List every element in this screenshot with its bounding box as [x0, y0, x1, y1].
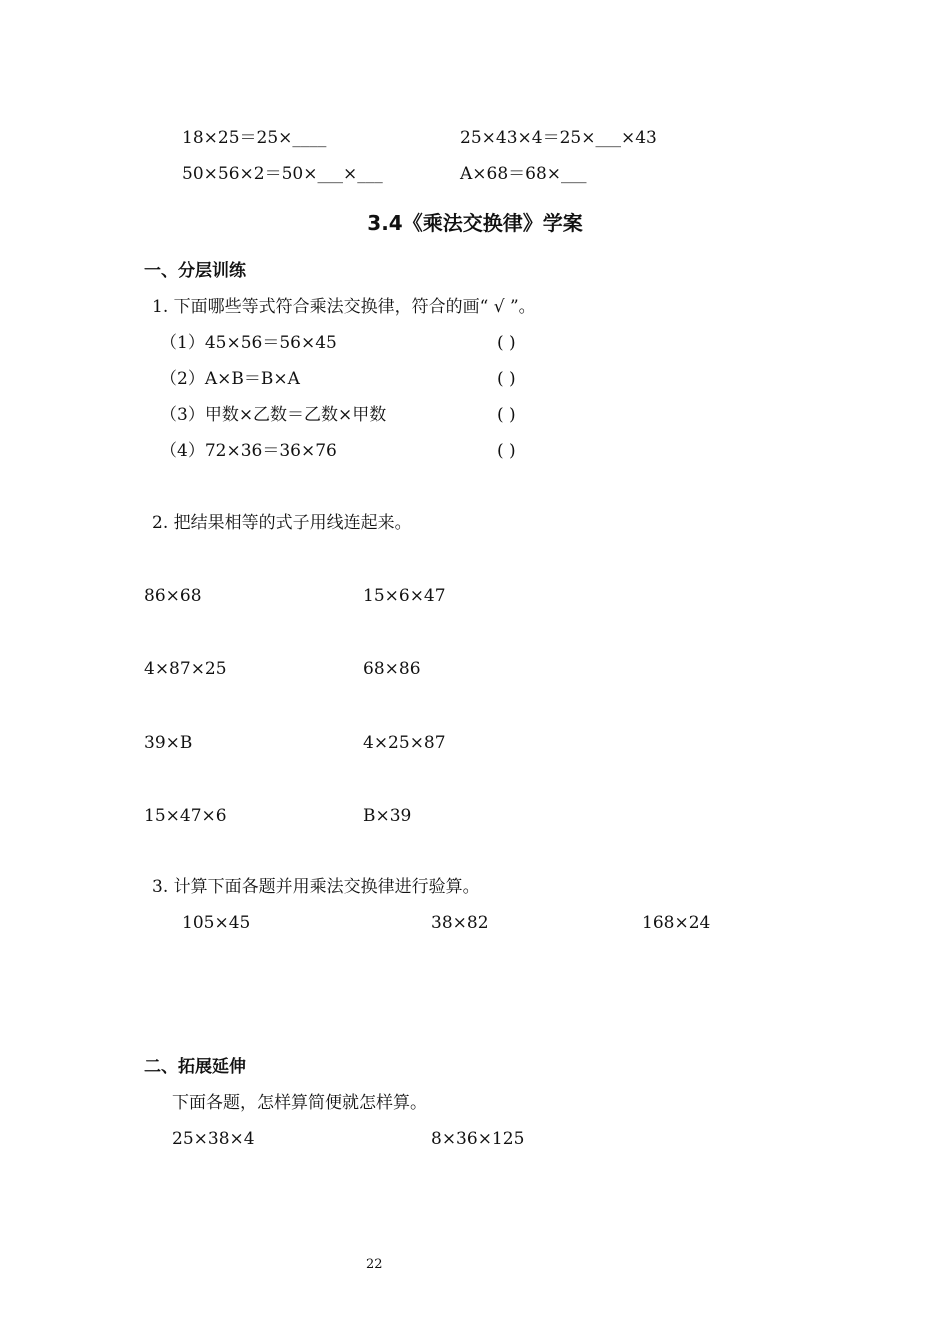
q1-item-4: （4）72×36＝36×76	[160, 441, 337, 461]
q1-item-2: （2）A×B＝B×A	[160, 369, 300, 389]
exercise-3: 50×56×2＝50×___×___	[182, 164, 383, 184]
q1-item-1: （1）45×56＝56×45	[160, 333, 337, 353]
q1-answer-paren-4: ( )	[497, 441, 516, 461]
q3-item-3: 168×24	[642, 913, 711, 933]
q2-right-1: 15×6×47	[363, 586, 446, 606]
q2-left-2: 4×87×25	[144, 659, 227, 679]
section2-heading: 二、拓展延伸	[144, 1057, 246, 1077]
q2-right-2: 68×86	[363, 659, 421, 679]
q2-right-3: 4×25×87	[363, 733, 446, 753]
page-number: 22	[366, 1257, 383, 1272]
q1-item-3: （3）甲数×乙数＝乙数×甲数	[160, 405, 387, 425]
section2-item-1: 25×38×4	[172, 1129, 255, 1149]
q3-item-1: 105×45	[182, 913, 251, 933]
q2-left-4: 15×47×6	[144, 806, 227, 826]
section2-prompt: 下面各题，怎样算简便就怎样算。	[172, 1093, 427, 1113]
q1-answer-paren-3: ( )	[497, 405, 516, 425]
exercise-2: 25×43×4＝25×___×43	[460, 128, 657, 148]
q3-prompt: 3. 计算下面各题并用乘法交换律进行验算。	[152, 877, 480, 897]
q1-answer-paren-2: ( )	[497, 369, 516, 389]
section1-heading: 一、分层训练	[144, 261, 246, 281]
q1-prompt: 1. 下面哪些等式符合乘法交换律，符合的画“ √ ”。	[152, 297, 536, 317]
q2-right-4: B×39	[363, 806, 412, 826]
q2-left-1: 86×68	[144, 586, 202, 606]
q2-left-3: 39×B	[144, 733, 193, 753]
exercise-4: A×68＝68×___	[460, 164, 587, 184]
section2-item-2: 8×36×125	[431, 1129, 525, 1149]
exercise-1: 18×25＝25×____	[182, 128, 327, 148]
q3-item-2: 38×82	[431, 913, 489, 933]
page-title: 3.4《乘法交换律》学案	[367, 211, 583, 235]
q2-prompt: 2. 把结果相等的式子用线连起来。	[152, 513, 412, 533]
q1-answer-paren-1: ( )	[497, 333, 516, 353]
